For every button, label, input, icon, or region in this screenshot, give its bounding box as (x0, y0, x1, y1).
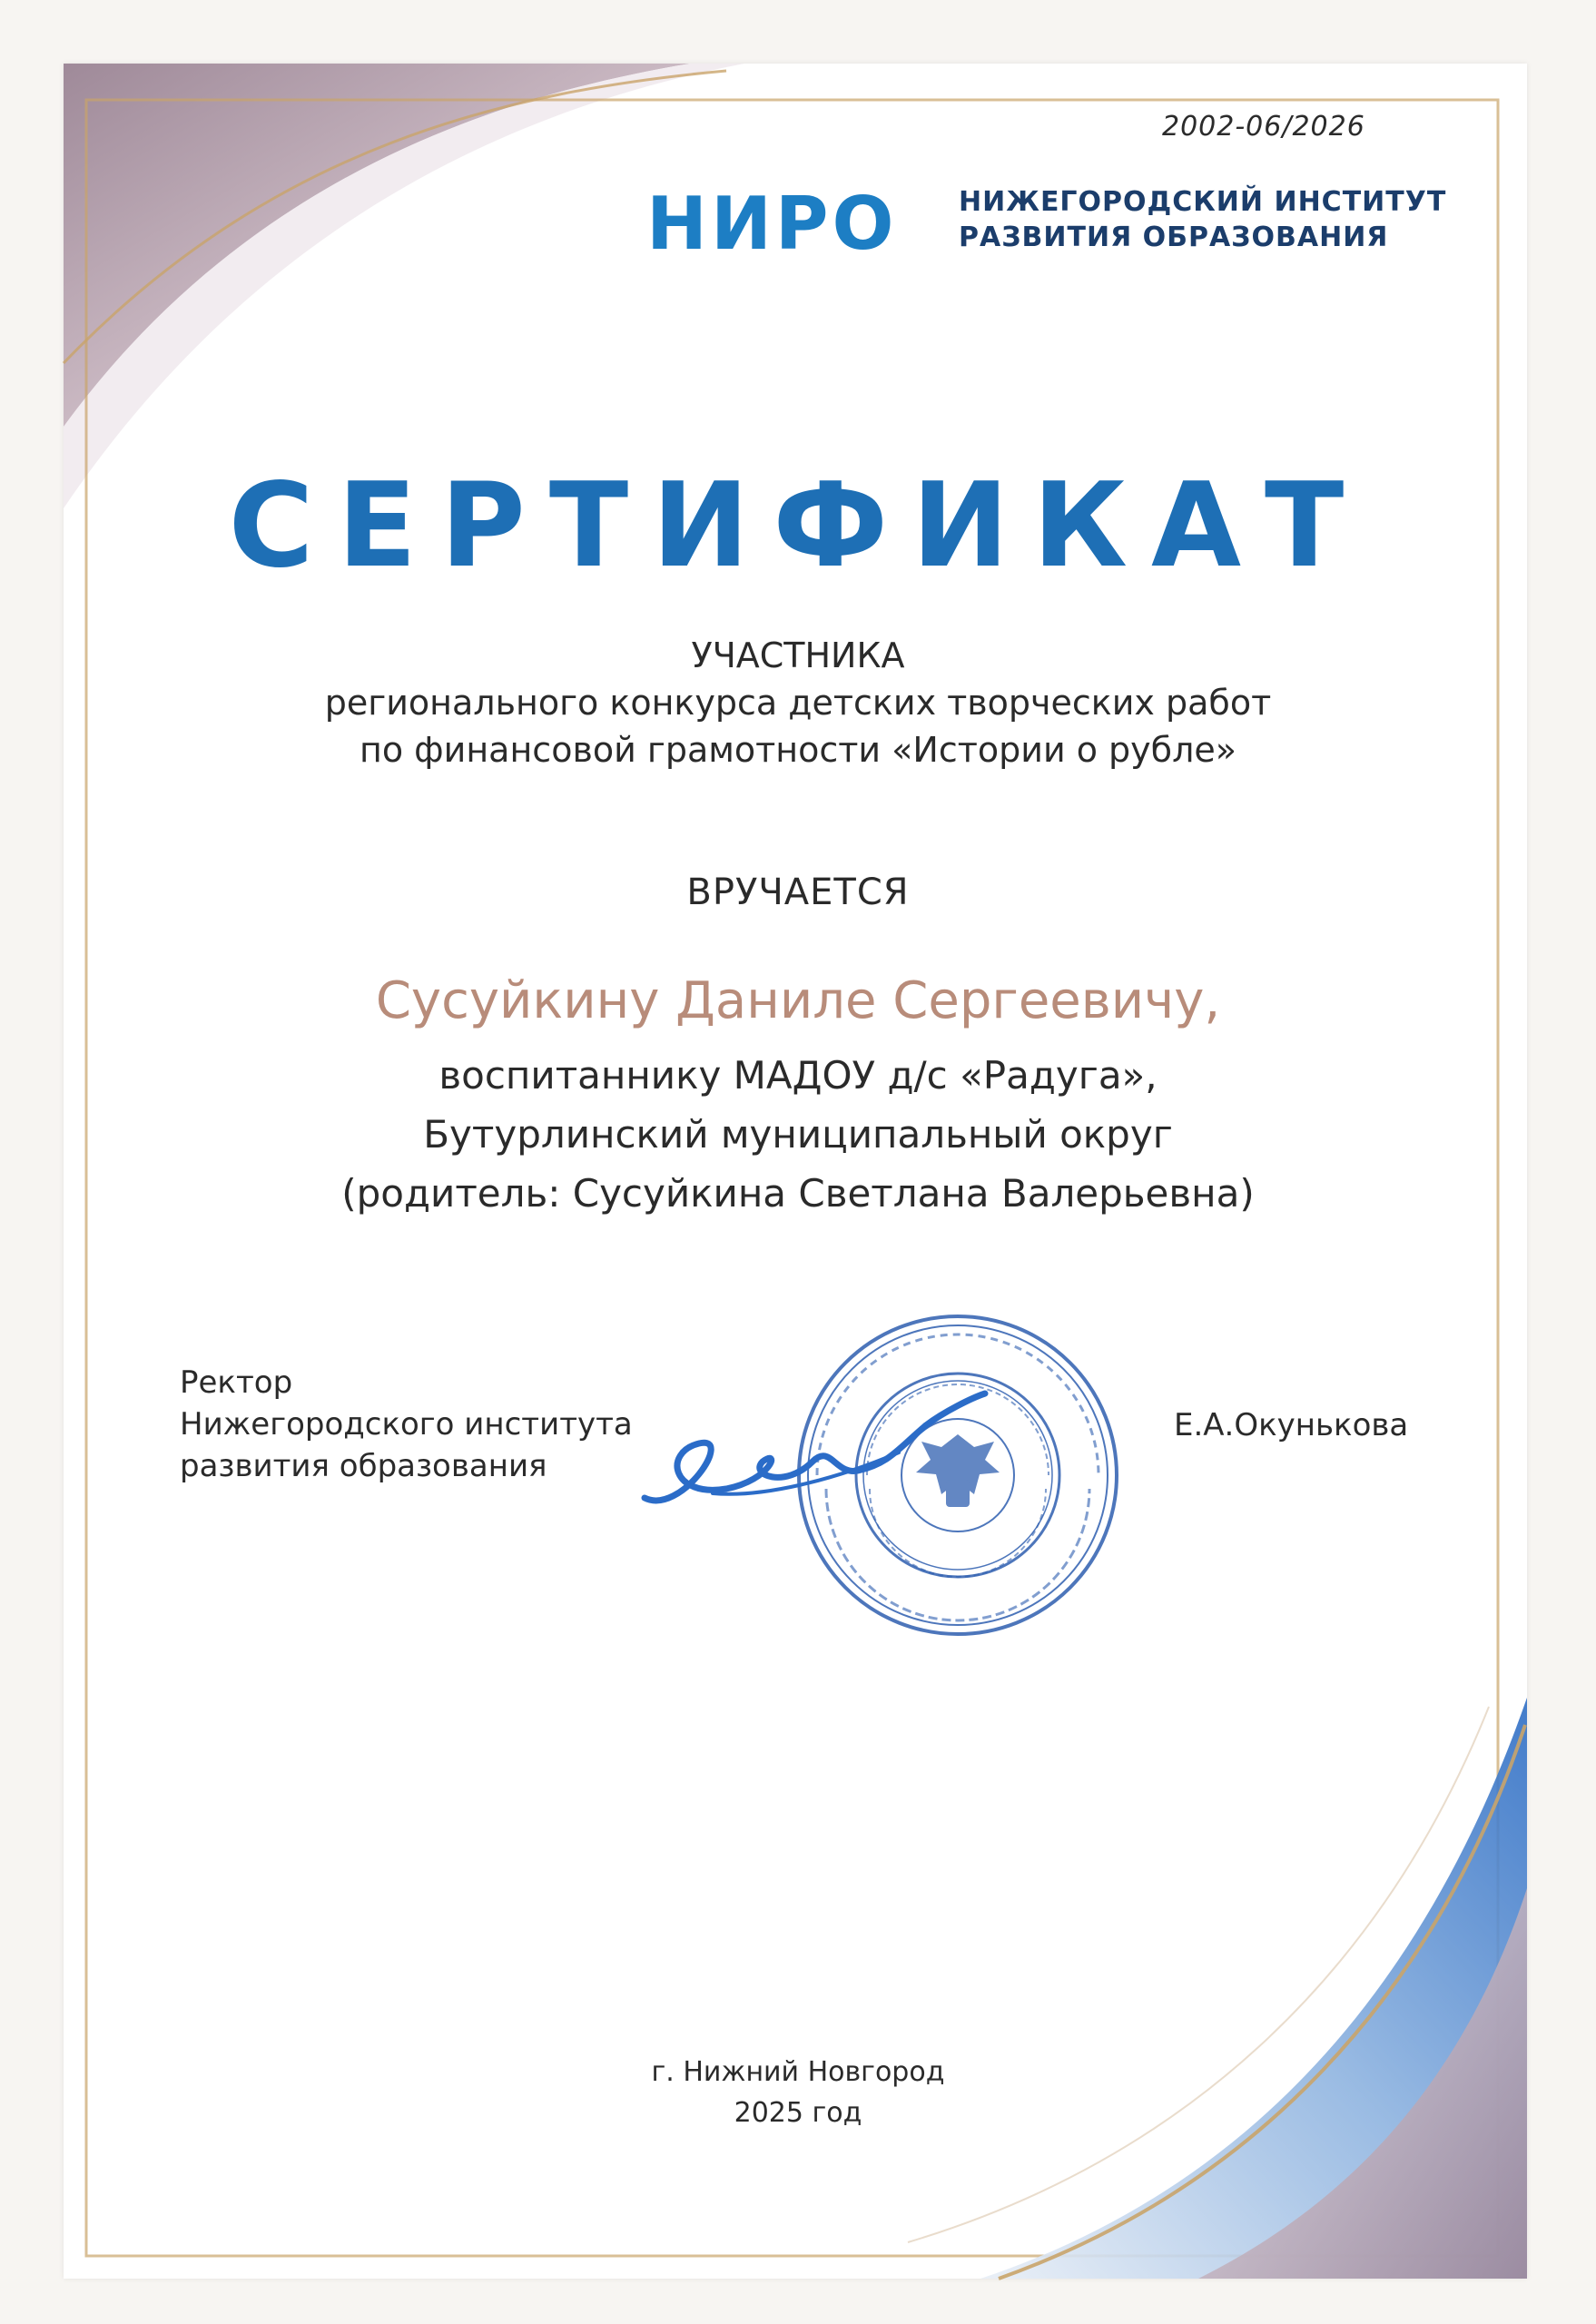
signatory-title-line2: Нижегородского института (180, 1406, 633, 1443)
footer-city: г. Нижний Новгород (651, 2056, 945, 2088)
subtitle-line3: по финансовой грамотности «Истории о рубле» (359, 730, 1237, 770)
signatory-name: Е.А.Окунькова (1174, 1407, 1409, 1443)
niro-logo-mark: НИРО (646, 182, 898, 266)
subtitle-line1: УЧАСТНИКА (691, 635, 905, 675)
recipient-name: Сусуйкину Даниле Сергеевичу, (375, 971, 1221, 1030)
signatory-title (180, 1362, 633, 1487)
subtitle-line2: регионального конкурса детских творческих работ (324, 683, 1272, 723)
document-number: 2002-06/2026 (1162, 111, 1365, 143)
logo-text-line1: НИЖЕГОРОДСКИЙ ИНСТИТУТ (959, 186, 1447, 218)
logo-text-line2: РАЗВИТИЯ ОБРАЗОВАНИЯ (959, 222, 1389, 253)
recipient-detail-line3: (родитель: Сусуйкина Светлана Валерьевна) (341, 1171, 1255, 1216)
recipient-detail-line1: воспитаннику МАДОУ д/с «Радуга», (438, 1053, 1158, 1098)
signatory-title-line1: Ректор (180, 1364, 293, 1401)
certificate-title: СЕРТИФИКАТ (228, 458, 1368, 594)
footer-year: 2025 год (734, 2097, 862, 2129)
awarded-label: ВРУЧАЕТСЯ (686, 872, 910, 913)
handwritten-signature (626, 1362, 1008, 1543)
recipient-detail-line2: Бутурлинский муниципальный округ (423, 1112, 1173, 1157)
signatory-title-line3: развития образования (180, 1448, 547, 1484)
